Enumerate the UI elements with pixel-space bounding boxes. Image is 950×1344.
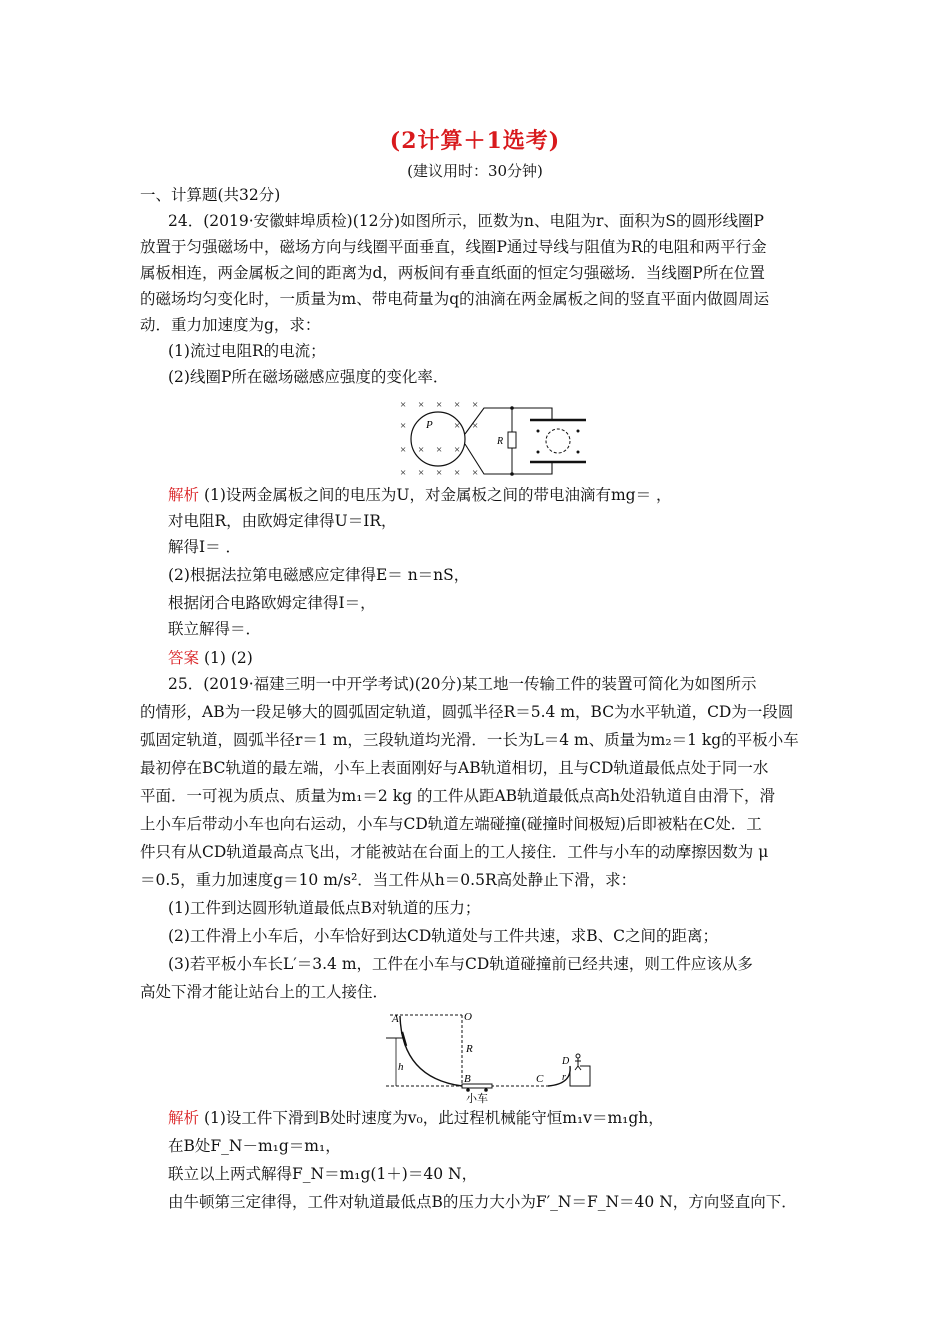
answer-tag: 答案 [168,649,200,667]
q24-line: 动．重力加速度为g，求： [140,316,321,334]
q25-subquestion: 高处下滑才能让站台上的工人接住． [140,983,389,1001]
point-o-label: O [464,1011,472,1023]
point-c-label: C [536,1073,544,1085]
svg-text:×: × [472,420,479,432]
q24-solution-line: 对电阻R，由欧姆定律得U＝IR， [168,512,397,530]
page-title: (2计算＋1选考) [389,128,561,154]
height-label: h [398,1061,404,1073]
resistor [508,432,516,448]
q24-subquestion: (1)流过电阻R的电流； [168,342,326,360]
q25-track-figure [386,1008,596,1105]
q25-line: 25．(2019·福建三明一中开学考试)(20分)某工地一传输工件的装置可简化为如图所示 [168,675,757,693]
q24-line: 24．(2019·安徽蚌埠质检)(12分)如图所示，匝数为n、电阻为r、面积为S的圆形线圈P [168,212,764,230]
q24-solution-line: 联立解得＝． [168,620,262,638]
arc-cd [548,1066,570,1086]
q25-line: ＝0.5，重力加速度g＝10 m/s²．当工件从h＝0.5R高处静止下滑，求： [140,871,637,889]
svg-text:×: × [436,467,443,479]
q24-line: 属板相连，两金属板之间的距离为d，两板间有垂直纸面的恒定匀强磁场．当线圈P所在位置 [140,264,765,282]
solution-tag: 解析 [168,1109,200,1127]
svg-text:×: × [436,444,443,456]
field-dots [537,430,580,454]
solution-tag: 解析 [168,486,200,504]
q25-line: 件只有从CD轨道最高点飞出，才能被站在台面上的工人接住．工件与小车的动摩擦因数为 μ [140,843,769,861]
q25-solution-line: 在B处F_N－m₁g＝m₁， [168,1137,341,1155]
cart-label: 小车 [466,1093,488,1105]
arc-ab [400,1016,462,1086]
q25-solution-line: 由牛顿第三定律得，工件对轨道最低点B的压力大小为F′_N＝F_N＝40 N，方向竖直向下． [168,1193,797,1211]
q25-line: 平面．一可视为质点、质量为m₁＝2 kg 的工件从距AB轨道最低点高h处沿轨道自由滑下，滑 [140,787,776,805]
q24-line: 的磁场均匀变化时，一质量为m、带电荷量为q的油滴在两金属板之间的竖直平面内做圆周运 [140,290,770,308]
svg-text:×: × [400,420,407,432]
q24-circuit-figure [396,398,596,480]
svg-text:×: × [454,467,461,479]
svg-text:×: × [400,399,407,411]
q24-line: 放置于匀强磁场中，磁场方向与线圈平面垂直，线圈P通过导线与阻值为R的电阻和两平行金 [140,238,767,256]
q24-solution-line: (2)根据法拉第电磁感应定律得E＝ n＝nS， [168,566,470,584]
magnetic-field-crosses [400,399,478,479]
q24-solution-line: 解得I＝ ． [168,538,242,556]
svg-text:×: × [418,467,425,479]
q25-line: 弧固定轨道，圆弧半径r＝1 m，三段轨道均光滑．一长为L＝4 m、质量为m₂＝1 kg的平板小车 [140,731,799,749]
svg-text:×: × [400,444,407,456]
point-d-label: D [562,1056,570,1067]
q25-line: 最初停在BC轨道的最左端，小车上表面刚好与AB轨道相切，且与CD轨道最低点处于同一水 [140,759,769,777]
q24-solution-line: 解析 (1)设两金属板之间的电压为U，对金属板之间的带电油滴有mg＝ ， [168,486,672,504]
q25-subquestion: (3)若平板小车长L′＝3.4 m，工件在小车与CD轨道碰撞前已经共速，则工件应该从多 [168,955,753,973]
point-a-label: A [392,1013,399,1025]
svg-text:×: × [454,420,461,432]
q25-subquestion: (1)工件到达圆形轨道最低点B对轨道的压力； [168,899,481,917]
resistor-label: R [497,436,504,447]
q25-solution-line: 解析 (1)设工件下滑到B处时速度为v₀，此过程机械能守恒m₁v＝m₁gh， [168,1109,664,1127]
coil-circle [411,412,465,466]
svg-text:×: × [418,399,425,411]
q24-subquestion: (2)线圈P所在磁场磁感应强度的变化率． [168,368,449,386]
droplet-orbit [546,429,570,453]
page-subtitle: (建议用时：30分钟) [407,162,543,180]
q24-answer: 答案 (1) (2) [168,649,253,667]
svg-text:×: × [436,399,443,411]
worker-icon [575,1058,581,1070]
svg-text:×: × [472,467,479,479]
svg-text:×: × [472,399,479,411]
coil-label: P [426,419,433,431]
q25-line: 的情形，AB为一段足够大的圆弧固定轨道，圆弧半径R＝5.4 m，BC为水平轨道，CD为一段圆 [140,703,794,721]
q25-subquestion: (2)工件滑上小车后，小车恰好到达CD轨道处与工件共速，求B、C之间的距离； [168,927,718,945]
small-radius-label: r [562,1072,566,1083]
svg-text:×: × [418,444,425,456]
q24-solution-line: 根据闭合电路欧姆定律得I＝， [168,594,376,612]
svg-text:×: × [454,399,461,411]
q25-solution-line: 联立以上两式解得F_N＝m₁g(1＋)＝40 N， [168,1165,478,1183]
point-b-label: B [464,1073,471,1085]
radius-label: R [466,1043,473,1055]
svg-text:×: × [454,444,461,456]
svg-text:×: × [400,467,407,479]
q25-line: 上小车后带动小车也向右运动，小车与CD轨道左端碰撞(碰撞时间极短)后即被粘在C处．工 [140,815,762,833]
section-heading: 一、计算题(共32分) [140,186,281,204]
